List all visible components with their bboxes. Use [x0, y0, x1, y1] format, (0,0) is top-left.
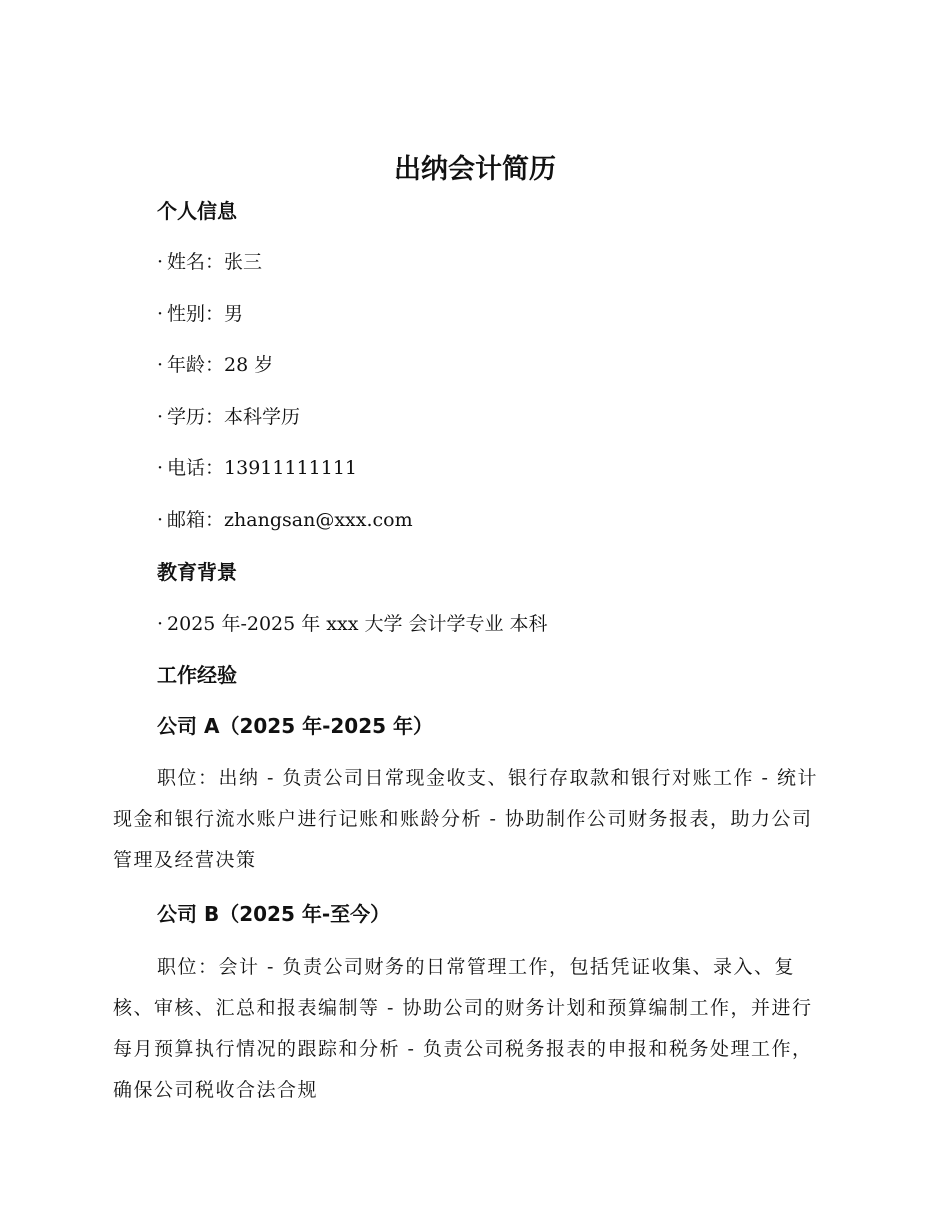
page-title: 出纳会计简历	[394, 154, 556, 185]
list-item-text: 学历：本科学历	[167, 406, 301, 428]
list-item-text: 姓名：张三	[167, 251, 263, 273]
list-item-text: 性别：男	[167, 303, 244, 325]
list-item-name	[157, 247, 262, 277]
list-item-phone	[157, 453, 357, 483]
list-item-text: 电话：13911111111	[167, 457, 358, 479]
job-description-b: 职位：会计 - 负责公司财务的日常管理工作，包括凭证收集、录入、复核、审核、汇总和报表编制等 - 协助公司的财务计划和预算编制工作，并进行每月预算执行情况的跟踪和分析 - 负责公司税务报表的申报和税务处理工作，确保公司税收合法合规	[113, 956, 813, 1101]
bullet-icon: ·	[157, 509, 164, 531]
list-item-text: 邮箱：zhangsan@xxx.com	[167, 509, 413, 531]
list-item-text: 年龄：28 岁	[167, 354, 274, 376]
bullet-icon: ·	[157, 303, 164, 325]
list-item-gender	[157, 299, 243, 329]
bullet-icon: ·	[157, 613, 164, 635]
job-description-a: 职位：出纳 - 负责公司日常现金收支、银行存取款和银行对账工作 - 统计现金和银行流水账户进行记账和账龄分析 - 协助制作公司财务报表，助力公司管理及经营决策	[113, 767, 818, 871]
section-heading-education: 教育背景	[157, 560, 237, 584]
list-item-email	[157, 505, 413, 535]
bullet-icon: ·	[157, 354, 164, 376]
bullet-icon: ·	[157, 457, 164, 479]
list-item-age	[157, 350, 273, 380]
section-heading-personal: 个人信息	[157, 199, 237, 223]
job-company-b: 公司 B（2025 年-至今）	[157, 902, 391, 926]
list-item-education	[157, 609, 548, 639]
bullet-icon: ·	[157, 406, 164, 428]
list-item-education-level	[157, 402, 300, 432]
section-heading-work: 工作经验	[157, 663, 237, 687]
job-company-a: 公司 A（2025 年-2025 年）	[157, 714, 433, 738]
bullet-icon: ·	[157, 251, 164, 273]
list-item-text: 2025 年-2025 年 xxx 大学 会计学专业 本科	[167, 613, 548, 635]
